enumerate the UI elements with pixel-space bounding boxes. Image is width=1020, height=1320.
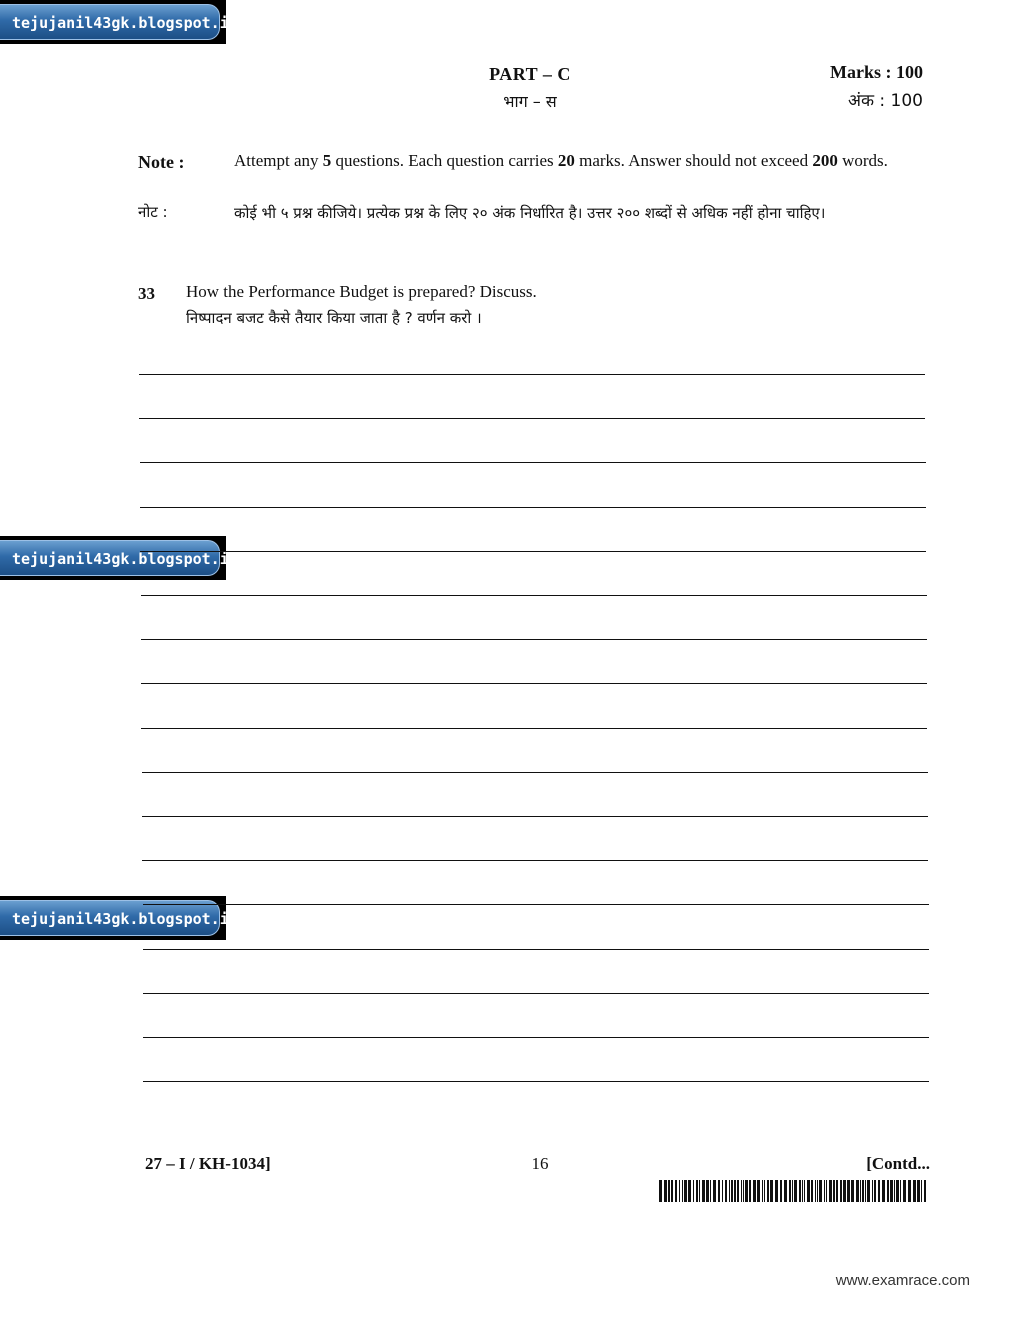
paper-code: 27 – I / KH-1034] [145, 1154, 271, 1173]
blog-watermark-text: tejujanil43gk.blogspot.in [0, 540, 220, 576]
blog-watermark-badge [0, 536, 238, 580]
answer-line [140, 462, 926, 463]
answer-line [139, 374, 925, 375]
answer-line [142, 772, 928, 773]
barcode-icon [659, 1180, 929, 1202]
answer-line [140, 551, 926, 552]
answer-line [142, 860, 928, 861]
note-label-hindi: नोट : [138, 203, 168, 221]
site-watermark: www.examrace.com [835, 1272, 970, 1289]
marks-label-hindi: अंक : 100 [847, 91, 923, 111]
question-text: How the Performance Budget is prepared? Discuss. [186, 282, 537, 301]
answer-line [141, 728, 927, 729]
answer-line [141, 639, 927, 640]
blog-watermark-badge [0, 0, 238, 44]
answer-line [143, 1081, 929, 1082]
answer-line [139, 418, 925, 419]
blog-watermark-text: tejujanil43gk.blogspot.in [0, 900, 220, 936]
blog-watermark-text: tejujanil43gk.blogspot.in [0, 4, 220, 40]
part-heading: PART – C [489, 64, 571, 84]
note-label: Note : [138, 152, 185, 172]
answer-line [143, 949, 929, 950]
answer-line [141, 595, 927, 596]
part-heading-hindi: भाग – स [503, 92, 557, 111]
answer-line [141, 683, 927, 684]
question-text-hindi: निष्पादन बजट कैसे तैयार किया जाता है ? वर्णन करो । [186, 309, 482, 327]
answer-line [140, 507, 926, 508]
answer-line [143, 904, 929, 905]
continued-label: [Contd... [866, 1154, 930, 1173]
blog-watermark-badge [0, 896, 238, 940]
question-number: 33 [138, 284, 155, 303]
page-number: 16 [531, 1154, 549, 1173]
note-text: Attempt any 5 questions. Each question carries 20 marks. Answer should not exceed 200 words. [234, 151, 888, 170]
answer-line [142, 816, 928, 817]
note-text-hindi: कोई भी ५ प्रश्न कीजिये। प्रत्येक प्रश्न के लिए २० अंक निर्धारित है। उत्तर २०० शब्दों से अधिक नहीं होना चाहिए। [234, 204, 826, 222]
answer-line [143, 993, 929, 994]
marks-label: Marks : 100 [830, 62, 923, 82]
answer-line [143, 1037, 929, 1038]
